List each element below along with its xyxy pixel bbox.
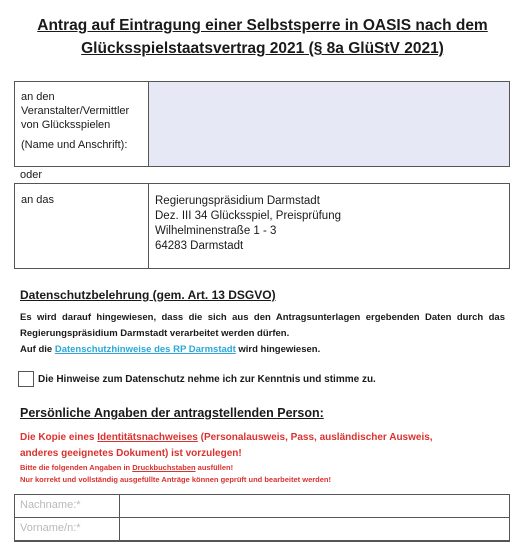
warning-text: Druckbuchstaben — [132, 463, 196, 472]
lastname-input[interactable] — [120, 495, 509, 517]
recipient-label-line: von Glücksspielen — [21, 119, 111, 131]
authority-box — [14, 183, 510, 269]
firstname-label: Vorname/n:* — [15, 518, 120, 540]
address-line: Wilhelminenstraße 1 - 3 — [155, 225, 277, 237]
recipient-label — [15, 82, 149, 166]
warning-text: Identitätsnachweises — [97, 432, 198, 443]
privacy-heading: Datenschutzbelehrung (gem. Art. 13 DSGVO) — [20, 288, 276, 302]
privacy-link-suffix: wird hingewiesen. — [235, 344, 321, 355]
recipient-label-line: an den — [21, 91, 55, 103]
warning-line-4: Nur korrekt und vollständig ausgefüllte Anträge können geprüft und bearbeitet werden! — [20, 475, 332, 484]
warning-line-3 — [20, 462, 500, 474]
privacy-text: Es wird darauf hingewiesen, dass die sich aus den Antragsunterlagen ergebenden Daten durch das Regierungspräsidium Darmstadt verarbeitet werden dürfen. — [20, 312, 505, 339]
form-row-lastname — [15, 495, 509, 518]
recipient-box — [14, 81, 510, 167]
consent-checkbox[interactable] — [18, 371, 34, 387]
address-line: Dez. III 34 Glücksspiel, Preisprüfung — [155, 210, 341, 222]
authority-address — [149, 184, 347, 268]
address-line: Regierungspräsidium Darmstadt — [155, 195, 320, 207]
or-separator: oder — [20, 169, 43, 181]
title-line-1: Antrag auf Eintragung einer Selbstsperre in OASIS nach dem — [37, 17, 488, 34]
lastname-label: Nachname:* — [15, 495, 120, 517]
recipient-label-line: (Name und Anschrift): — [21, 139, 128, 151]
warning-line-1 — [20, 430, 500, 446]
warning-text: Die Kopie eines — [20, 432, 98, 443]
form-row-firstname — [15, 518, 509, 541]
firstname-input[interactable] — [120, 518, 509, 540]
personal-form — [14, 494, 510, 542]
personal-heading: Persönliche Angaben der antragstellenden Person: — [20, 406, 324, 420]
privacy-link-line — [20, 342, 505, 358]
warning-line-2: anderes geeignetes Dokument) ist vorzulegen! — [20, 448, 242, 459]
warning-text: ausfüllen! — [195, 463, 234, 472]
privacy-link-prefix: Auf die — [20, 344, 55, 355]
title-line-2: Glücksspielstaatsvertrag 2021 (§ 8a GlüStV 2021) — [81, 40, 444, 57]
recipient-label-line: Veranstalter/Vermittler — [21, 105, 130, 117]
id-warning — [20, 430, 500, 486]
privacy-notice — [20, 310, 505, 358]
consent-label: Die Hinweise zum Datenschutz nehme ich zur Kenntnis und stimme zu. — [38, 373, 376, 385]
warning-text: Bitte die folgenden Angaben in — [20, 463, 133, 472]
recipient-input-field[interactable] — [149, 82, 509, 166]
privacy-link[interactable]: Datenschutzhinweise des RP Darmstadt — [54, 344, 236, 355]
warning-text: (Personalausweis, Pass, ausländischer Ausweis, — [197, 432, 433, 443]
address-line: 64283 Darmstadt — [155, 240, 244, 252]
authority-label: an das — [15, 184, 149, 268]
document-title — [0, 14, 525, 60]
consent-row — [18, 371, 376, 387]
